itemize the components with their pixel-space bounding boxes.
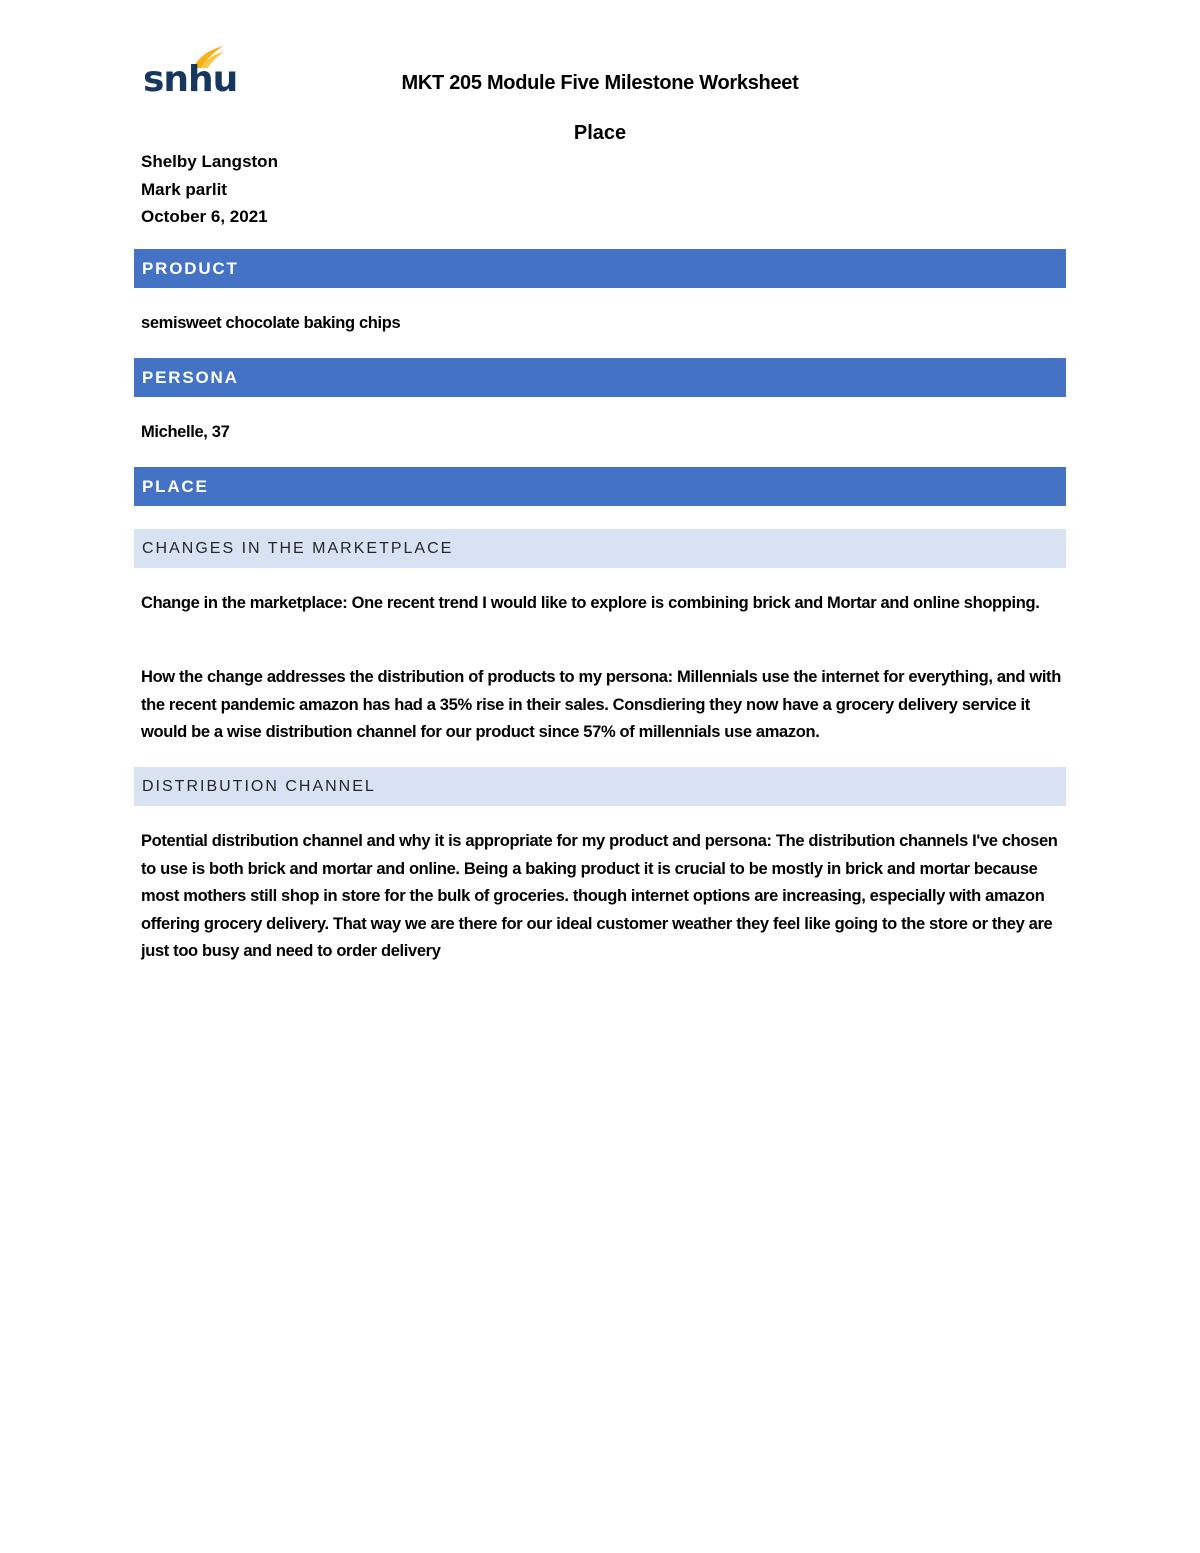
instructor-name: Mark parlit [141,179,227,199]
subsection-heading-distribution [134,767,1066,806]
section-heading-product [134,249,1066,288]
subsection-heading-label: CHANGES IN THE MARKETPLACE [142,539,454,557]
logo-wordmark: snhu [143,59,238,100]
student-name: Shelby Langston [141,152,278,171]
subsection-heading-label: DISTRIBUTION CHANNEL [142,777,376,795]
document-meta [141,148,278,231]
section-heading-place [134,467,1066,506]
section-heading-label: PRODUCT [142,258,239,278]
product-content: semisweet chocolate baking chips [141,314,401,332]
section-heading-label: PERSONA [142,367,239,387]
document-title: MKT 205 Module Five Milestone Worksheet [401,72,799,94]
section-heading-label: PLACE [142,476,209,496]
subsection-heading-changes [134,529,1066,568]
distribution-paragraph: Potential distribution channel and why it is appropriate for my product and persona: The distribution channels I've chosen to use is both brick and mortar and online. Being a baking product it is crucial to be mostly in brick and mortar because most mothers still shop in store for the bulk of groceries. though internet options are increasing, especially with amazon offering grocery delivery. That way we are there for our ideal customer weather they feel like going to the store or they are just too busy and need to order delivery [141,832,1058,960]
document-date: October 6, 2021 [141,207,268,226]
persona-content: Michelle, 37 [141,423,230,441]
changes-paragraph-1: Change in the marketplace: One recent trend I would like to explore is combining brick and Mortar and online shopping. [141,594,1040,612]
changes-paragraph-2: How the change addresses the distribution of products to my persona: Millennials use the internet for everything, and with the recent pandemic amazon has had a 35% rise in their sales. Consdiering they now have a grocery delivery service it would be a wise distribution channel for our product since 57% of millennials use amazon. [141,668,1061,741]
document-subtitle: Place [573,122,627,144]
section-heading-persona [134,358,1066,397]
